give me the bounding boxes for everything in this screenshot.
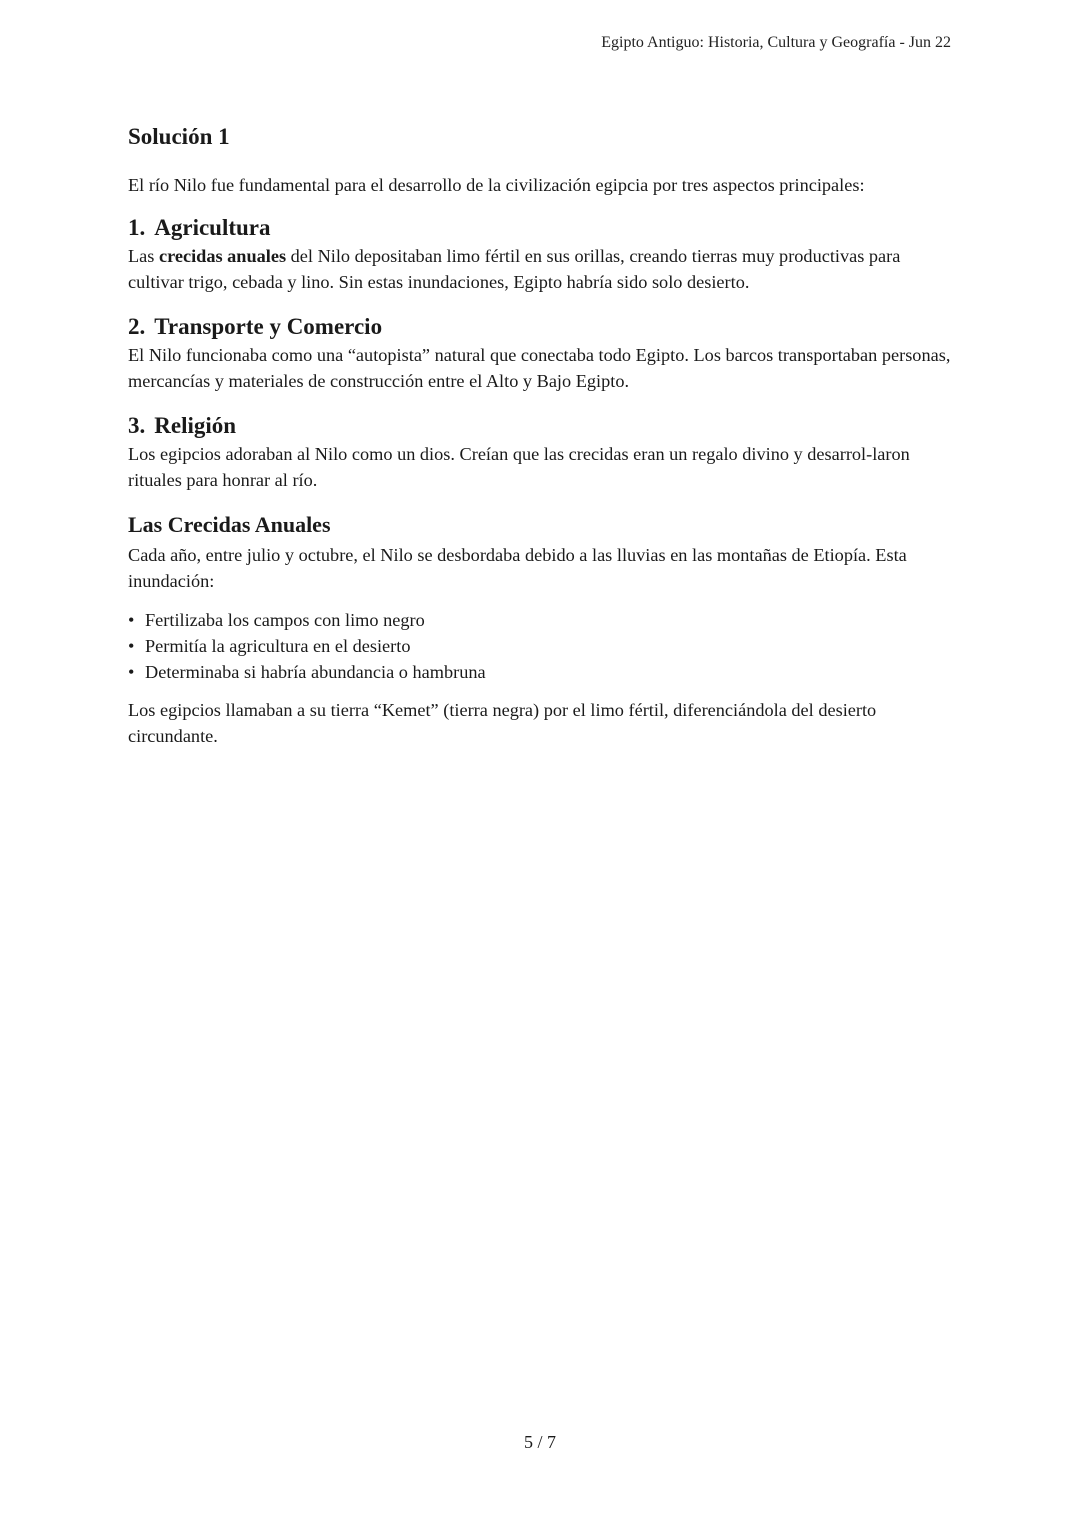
text-run: Las: [128, 245, 159, 266]
section-paragraph: Los egipcios adoraban al Nilo como un dios. Creían que las crecidas eran un regalo divino y desarrol-laron rituales para honrar al río.: [128, 443, 910, 490]
section-heading: [128, 312, 954, 342]
section-agricultura: [128, 213, 954, 296]
section-heading: [128, 213, 954, 243]
floods-list: [128, 607, 954, 685]
list-item: • Permitía la agricultura en el desierto: [128, 633, 954, 659]
floods-heading: Las Crecidas Anuales: [128, 511, 331, 537]
section-title: Agricultura: [154, 214, 271, 240]
closing-paragraph: Los egipcios llamaban a su tierra “Kemet” (tierra negra) por el limo fértil, diferenciándola del desierto circundante.: [128, 699, 877, 746]
section-title: Transporte y Comercio: [154, 313, 383, 339]
section-paragraph: [128, 243, 954, 296]
section-title: Religión: [154, 412, 237, 438]
section-paragraph: El Nilo funcionaba como una “autopista” natural que conectaba todo Egipto. Los barcos transportaban personas, mercancías y materiales de construcción entre el Alto y Bajo Egipto.: [128, 344, 951, 391]
section-religion: [128, 411, 954, 494]
running-header: Egipto Antiguo: Historia, Cultura y Geografía - Jun 22: [601, 34, 951, 51]
bold-text: crecidas anuales: [158, 245, 287, 266]
section-number: 1.: [128, 214, 146, 240]
text-run: del Nilo depositaban limo fértil en sus orillas, creando tierras muy productivas para cultivar trigo, cebada y lino. Sin estas inundaciones, Egipto habría sido solo desierto.: [128, 245, 901, 292]
list-item: • Determinaba si habría abundancia o hambruna: [128, 659, 954, 685]
floods-paragraph: Cada año, entre julio y octubre, el Nilo se desbordaba debido a las lluvias en las montañas de Etiopía. Esta inundación:: [128, 544, 907, 591]
section-heading: [128, 411, 954, 441]
section-crecidas: [128, 510, 954, 750]
page-number: 5 / 7: [523, 1432, 556, 1452]
intro-paragraph: El río Nilo fue fundamental para el desarrollo de la civilización egipcia por tres aspectos principales:: [128, 175, 865, 195]
page-content: [128, 118, 954, 750]
solution-title: Solución 1: [128, 124, 230, 149]
section-number: 3.: [128, 412, 146, 438]
section-number: 2.: [128, 313, 146, 339]
section-transporte: [128, 312, 954, 395]
list-item: • Fertilizaba los campos con limo negro: [128, 607, 954, 633]
